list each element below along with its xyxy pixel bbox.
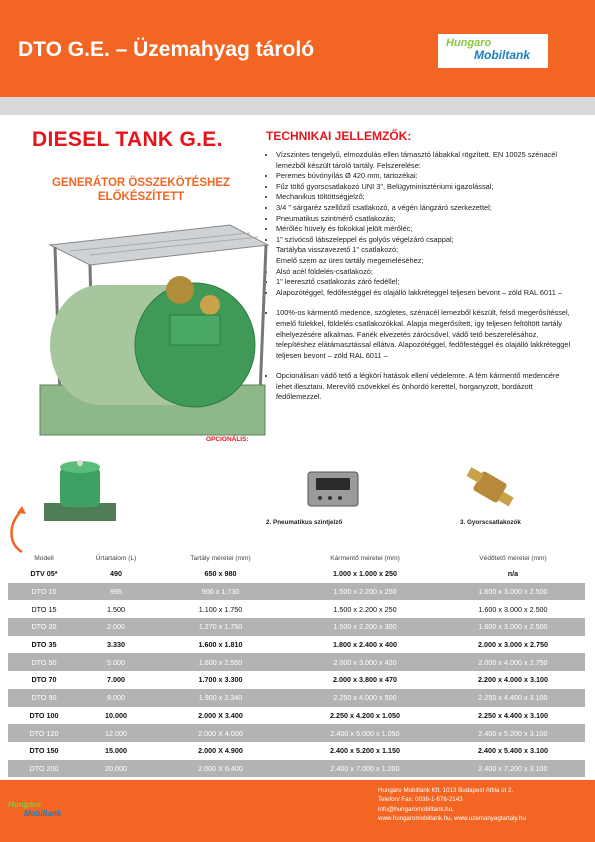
caption-pneumatic-gauge: 2. Pneumatikus szintjelző <box>266 519 343 526</box>
table-cell: 1.600 x 3.000 x 2.500 <box>441 618 585 636</box>
spec-group-2 <box>262 308 577 361</box>
brand-logo <box>438 34 548 68</box>
spec-item: • Vízszintes tengelyű, elmozdulás ellen támasztó lábakkal rögzített. EN 10025 szénacél lemezből készült tároló tartály. Felszerelése: <box>276 150 577 171</box>
product-title: DIESEL TANK G.E. <box>32 128 223 151</box>
table-cell: DTV 05* <box>8 565 80 583</box>
spec-item: • Alapozótéggel, fedőfestéggel és olajálló lakkréteggel teljesen bevont – zöld RAL 6011 – <box>276 288 577 299</box>
spec-item: • 1" szívócső lábszeleppel és golyós végelzáró csappal; <box>276 235 577 246</box>
spec-item: • Fűz töltő gyorscsatlakozó UNI 3", Belügyminisztériumi igazolással; <box>276 182 577 193</box>
table-cell: DTO 150 <box>8 742 80 760</box>
table-cell: 490 <box>80 565 152 583</box>
table-cell: 1.800 x 2.400 x 400 <box>289 636 441 654</box>
spec-item: • 100%-os kármentő medence, szögletes, szénacél lemezből készült, felső megerősítéssel, emelő fülekkel, földelés csatlakozókkal. Alapja megerősített, így teljesen feltöltött tartály elhelyezésére alkalmas. Fanék elvezetés zárócsővel, vádő tető beszerelésához, telepítéshez elátámasztással ellátva. Alapozótéggel, fedőfestéggel és olajálló lakkréteggel teljesen bevont – zöld RAL 6011 – <box>276 308 577 361</box>
table-cell: DTO 15 <box>8 600 80 618</box>
table-row <box>8 689 585 707</box>
product-subtitle <box>32 176 250 204</box>
footer-email: info@hungaromobiltank.hu, <box>378 805 454 813</box>
table-cell: 2.000 x 3.800 x 470 <box>289 671 441 689</box>
table-row <box>8 565 585 583</box>
table-cell: 1.600 x 3.000 x 2.500 <box>441 600 585 618</box>
spec-group-3 <box>262 371 577 403</box>
spec-item: • 1" leeresztő csatlakozás záró fedéllel; <box>276 277 577 288</box>
footer-bar <box>0 780 595 842</box>
table-cell: 1.500 x 2.200 x 300 <box>289 618 441 636</box>
table-cell: 1.600 x 1.810 <box>152 636 289 654</box>
footer-contact <box>378 786 526 823</box>
table-row <box>8 671 585 689</box>
table-cell: 1.900 x 3.340 <box>152 689 289 707</box>
caption-quick-coupling: 3. Gyorscsatlakozók <box>460 519 521 526</box>
footer-logo-mobiltank: Mobiltank <box>24 809 62 818</box>
pneumatic-level-gauge-photo <box>306 468 360 510</box>
table-cell: 1.270 x 1.750 <box>152 618 289 636</box>
table-row <box>8 636 585 654</box>
table-cell: 650 x 980 <box>152 565 289 583</box>
table-cell: 995 <box>80 583 152 601</box>
table-cell: DTO 200 <box>8 760 80 778</box>
table-cell: DTO 10 <box>8 583 80 601</box>
table-cell: 1.500 <box>80 600 152 618</box>
table-cell: DTO 35 <box>8 636 80 654</box>
models-table <box>8 533 585 777</box>
subtitle-line-1: GENERÁTOR ÖSSZEKÖTÉSHEZ <box>51 177 231 189</box>
table-cell: 2.000 X 4.000 <box>152 724 289 742</box>
table-cell: 900 x 1.730 <box>152 583 289 601</box>
table-cell: 2.400 x 7.200 x 3.100 <box>441 760 585 778</box>
table-cell: 2.000 X 3.400 <box>152 707 289 725</box>
col-roof-dims: Védőtető méretei (mm) <box>479 555 547 562</box>
spec-item: • Mérőléc hüvely és fokokkal jelölt mérőléc; <box>276 224 577 235</box>
col-model: Modell <box>34 555 54 562</box>
table-row <box>8 600 585 618</box>
table-cell: 9.000 <box>80 689 152 707</box>
table-body <box>8 565 585 777</box>
spec-item: • Mechanikus töltöttségjelző; <box>276 192 577 203</box>
table-cell: 2.250 x 4.400 x 3.100 <box>441 689 585 707</box>
tech-specs-title: TECHNIKAI JELLEMZŐK: <box>266 129 412 143</box>
spec-item: • Emelő szem az üres tartály megemeléséhez; <box>276 256 577 267</box>
col-capacity: Űrtartalom (L) <box>95 555 137 562</box>
table-cell: DTO 20 <box>8 618 80 636</box>
header-bar <box>0 0 595 97</box>
spec-item: • Peremes búvónyílás Ø 420 mm, tartozékai: <box>276 171 577 182</box>
table-cell: 1.600 x 3.000 x 2.500 <box>441 583 585 601</box>
spec-item: • Pneumatikus szintmérő csatlakozás; <box>276 214 577 225</box>
table-cell: DTO 120 <box>8 724 80 742</box>
table-cell: 2.400 x 5.200 x 3.100 <box>441 724 585 742</box>
table-row <box>8 707 585 725</box>
table-cell: 2.250 x 4.200 x 1.050 <box>289 707 441 725</box>
table-cell: 20.000 <box>80 760 152 778</box>
table-cell: 7.000 <box>80 671 152 689</box>
table-cell: 2.000 x 3.000 x 2.750 <box>441 636 585 654</box>
table-cell: 12.000 <box>80 724 152 742</box>
table-row <box>8 724 585 742</box>
tech-specs-list <box>262 150 577 403</box>
table-cell: 2.400 x 5.200 x 1.150 <box>289 742 441 760</box>
table-cell: DTO 50 <box>8 653 80 671</box>
table-cell: 2.400 x 7.000 x 1.200 <box>289 760 441 778</box>
table-cell: 2.200 x 4.000 x 3.100 <box>441 671 585 689</box>
table-cell: 2.400 x 5.000 x 1.050 <box>289 724 441 742</box>
spec-item: • Tartályba visszavezető 1" csatlakozó; <box>276 245 577 256</box>
logo-text-mobiltank: Mobiltank <box>474 48 530 62</box>
table-cell: 2.000 <box>80 618 152 636</box>
header-gray-band <box>0 97 595 115</box>
table-row <box>8 653 585 671</box>
table-cell: DTO 100 <box>8 707 80 725</box>
table-cell: 15.000 <box>80 742 152 760</box>
table-cell: 2.400 x 5.400 x 3.100 <box>441 742 585 760</box>
footer-phone: Telefon/ Fax: 0036-1-678-2143 <box>378 796 463 804</box>
subtitle-line-2: ELŐKÉSZÍTETT <box>97 191 185 203</box>
table-cell: 10.000 <box>80 707 152 725</box>
tank-photo <box>30 215 272 455</box>
footer-web: www.hungaromobiltank.hu, www.uzemanyagtartaly.hu <box>378 814 526 822</box>
table-row <box>8 742 585 760</box>
optional-label: OPCIONÁLIS: <box>206 436 249 443</box>
table-cell: 2.000 x 4.000 x 2.750 <box>441 653 585 671</box>
table-cell: 1.000 x 1.000 x 250 <box>289 565 441 583</box>
footer-logo <box>8 800 61 818</box>
table-cell: 5.000 <box>80 653 152 671</box>
table-row <box>8 618 585 636</box>
table-cell: 1.500 x 2.200 x 250 <box>289 583 441 601</box>
table-cell: DTO 90 <box>8 689 80 707</box>
table-cell: 1.100 x 1.750 <box>152 600 289 618</box>
spec-item: • 3/4 " sárgaréz szellőző csatlakozó, a végén lángzáró szerkezettel; <box>276 203 577 214</box>
footer-company: Hungaro Mobiltank Kft. 1013 Budapest Attila út 2. <box>378 787 514 794</box>
spec-item: • Opcionálisan vádő tető a légköri hatások elleni védelemre. A fém kármentő medencére lehet illesztani. Merevítő csövekkel és önhordó kerettel, horganyzott, bordázott fedőlemezzel. <box>276 371 577 403</box>
spec-item: • Alsó acél földelés-csatlakozó; <box>276 267 577 278</box>
table-cell: 2.250 x 4.000 x 500 <box>289 689 441 707</box>
table-cell: 3.330 <box>80 636 152 654</box>
small-tank-photo <box>40 455 120 525</box>
table-row <box>8 583 585 601</box>
table-cell: 1.600 x 2.550 <box>152 653 289 671</box>
table-cell: 1.500 x 2.200 x 250 <box>289 600 441 618</box>
table-cell: n/a <box>441 565 585 583</box>
table-cell: DTO 70 <box>8 671 80 689</box>
table-cell: 2.000 X 4.900 <box>152 742 289 760</box>
spec-group-1 <box>262 150 577 298</box>
table-row <box>8 760 585 778</box>
col-tank-dims: Tartály méretei (mm) <box>190 555 251 562</box>
table-header-row <box>8 533 585 565</box>
table-cell: 2.250 x 4.400 x 3.100 <box>441 707 585 725</box>
logo-text-hungaro: Hungaro <box>446 37 492 49</box>
quick-coupling-photo <box>462 466 520 510</box>
col-basin-dims: Kármentő méretei (mm) <box>330 555 400 562</box>
table-cell: 1.700 x 3.300 <box>152 671 289 689</box>
table-cell: 2.000 X 6.400 <box>152 760 289 778</box>
table-cell: 2.000 x 3.000 x 420 <box>289 653 441 671</box>
footer-logo-hungaro: Hungaro <box>8 800 41 809</box>
page-title: DTO G.E. – Üzemahyag tároló <box>18 38 315 61</box>
